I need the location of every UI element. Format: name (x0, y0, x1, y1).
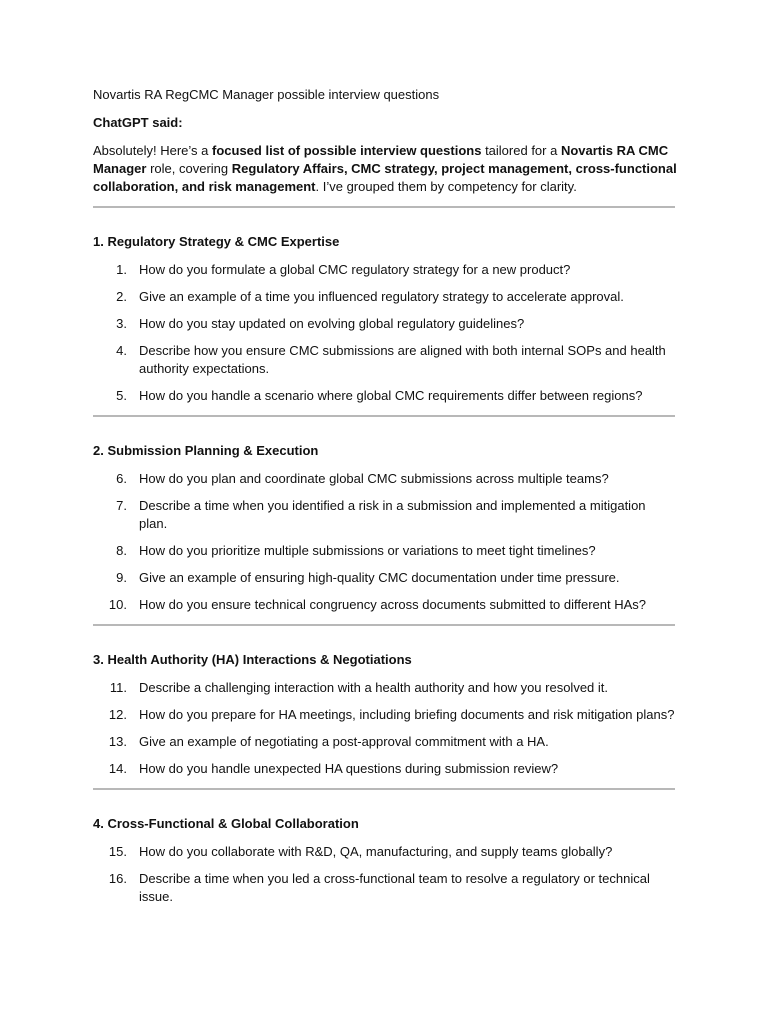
question-text: How do you formulate a global CMC regulatory strategy for a new product? (139, 262, 571, 277)
intro-run: . I’ve grouped them by competency for clarity. (315, 179, 577, 194)
intro-run: tailored for a (481, 143, 561, 158)
question-text: Give an example of negotiating a post-approval commitment with a HA. (139, 734, 549, 749)
question-number: 13. (108, 734, 127, 749)
question-number: 11. (109, 680, 127, 695)
question-item (93, 261, 677, 279)
question-number: 6. (116, 471, 127, 486)
question-item (93, 470, 677, 488)
document-title: Novartis RA RegCMC Manager possible interview questions (93, 87, 440, 102)
question-text: Give an example of ensuring high-quality CMC documentation under time pressure. (139, 570, 620, 585)
question-item (93, 342, 677, 378)
question-number: 1. (116, 262, 127, 277)
question-item (93, 497, 677, 533)
section-submission-planning (93, 417, 677, 614)
question-list (93, 261, 677, 405)
section-regulatory-strategy (93, 208, 677, 405)
question-item (93, 760, 677, 778)
question-number: 12. (108, 707, 127, 722)
question-text: How do you handle unexpected HA questions during submission review? (139, 761, 559, 776)
question-number: 5. (116, 388, 127, 403)
document-page (93, 86, 677, 916)
question-text: How do you ensure technical congruency across documents submitted to different HAs? (139, 597, 647, 612)
question-text: Describe a time when you led a cross-functional team to resolve a regulatory or technical issue. (139, 871, 650, 904)
question-number: 16. (108, 871, 127, 886)
section-heading: 2. Submission Planning & Execution (93, 443, 319, 458)
question-number: 3. (116, 316, 127, 331)
section-heading: 3. Health Authority (HA) Interactions & Negotiations (93, 652, 412, 667)
question-item (93, 706, 677, 724)
question-list (93, 470, 677, 614)
question-item (93, 315, 677, 333)
question-text: Give an example of a time you influenced regulatory strategy to accelerate approval. (139, 289, 624, 304)
question-text: How do you handle a scenario where global CMC requirements differ between regions? (139, 388, 643, 403)
intro-run-bold: Novartis RA CMC Manager (93, 143, 669, 176)
question-list (93, 843, 677, 906)
question-text: Describe a time when you identified a risk in a submission and implemented a mitigation plan. (139, 498, 646, 531)
question-text: Describe a challenging interaction with a health authority and how you resolved it. (139, 680, 608, 695)
question-item (93, 870, 677, 906)
question-text: Describe how you ensure CMC submissions are aligned with both internal SOPs and health authority expectations. (139, 343, 666, 376)
intro-run-bold: focused list of possible interview questions (212, 143, 482, 158)
question-text: How do you collaborate with R&D, QA, manufacturing, and supply teams globally? (139, 844, 613, 859)
question-number: 7. (116, 498, 127, 513)
question-number: 2. (116, 289, 127, 304)
question-item (93, 542, 677, 560)
intro-paragraph (93, 142, 677, 196)
question-number: 4. (116, 343, 127, 358)
question-item (93, 569, 677, 587)
question-item (93, 288, 677, 306)
intro-run: role, covering (146, 161, 232, 176)
question-text: How do you prioritize multiple submissions or variations to meet tight timelines? (139, 543, 596, 558)
section-ha-interactions (93, 626, 677, 778)
question-number: 15. (108, 844, 127, 859)
question-number: 8. (116, 543, 127, 558)
speaker-label: ChatGPT said: (93, 115, 183, 130)
section-cross-functional (93, 790, 677, 906)
question-item (93, 733, 677, 751)
question-number: 14. (108, 761, 127, 776)
section-heading: 4. Cross-Functional & Global Collaboration (93, 816, 359, 831)
question-list (93, 679, 677, 778)
question-number: 10. (108, 597, 127, 612)
question-item (93, 679, 677, 697)
intro-run-bold: Regulatory Affairs, CMC strategy, project management, cross-functional collaboration, and risk management (93, 161, 677, 194)
intro-run: Absolutely! Here’s a (93, 143, 212, 158)
question-item (93, 843, 677, 861)
question-number: 9. (116, 570, 127, 585)
question-item (93, 387, 677, 405)
question-text: How do you plan and coordinate global CMC submissions across multiple teams? (139, 471, 609, 486)
question-text: How do you stay updated on evolving global regulatory guidelines? (139, 316, 525, 331)
section-heading: 1. Regulatory Strategy & CMC Expertise (93, 234, 340, 249)
question-text: How do you prepare for HA meetings, including briefing documents and risk mitigation plans? (139, 707, 675, 722)
question-item (93, 596, 677, 614)
